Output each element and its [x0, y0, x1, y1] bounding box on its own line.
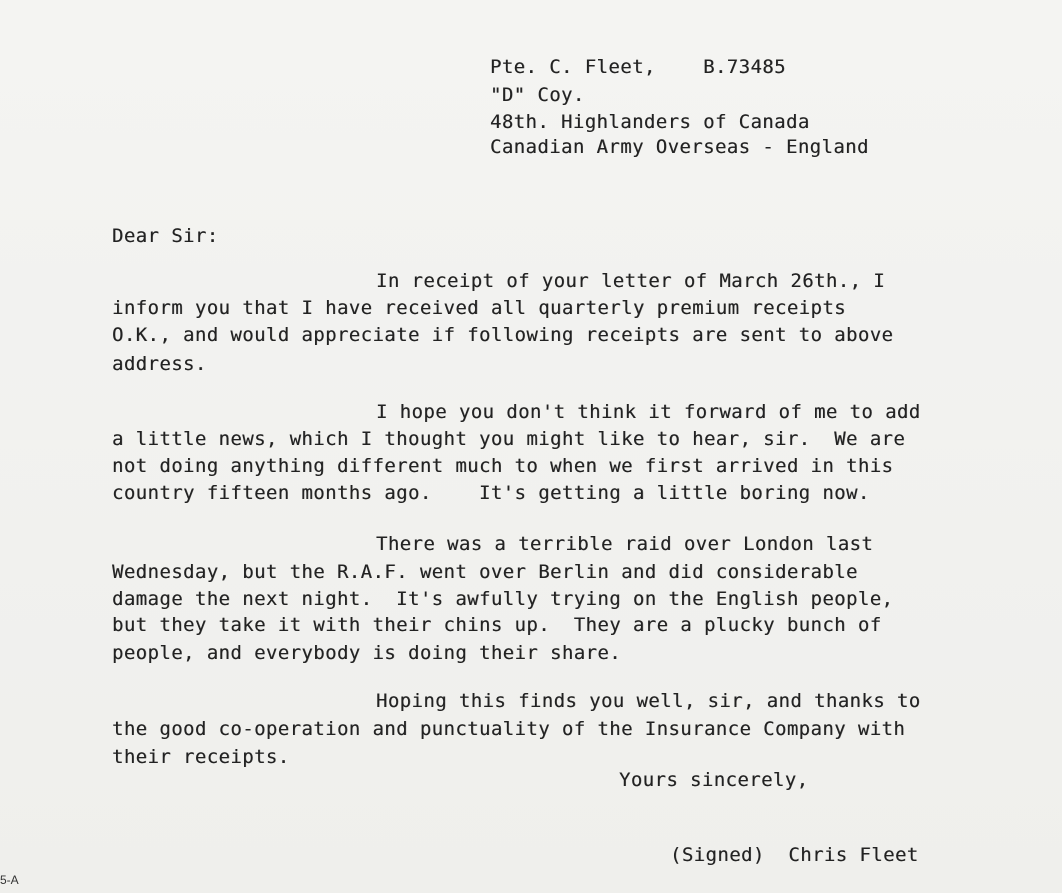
sender-name-number: Pte. C. Fleet, B.73485	[490, 56, 786, 78]
paragraph-3-line-4: but they take it with their chins up. They are a plucky bunch of	[112, 614, 882, 636]
paragraph-1-line-3: O.K., and would appreciate if following receipts are sent to above	[112, 324, 894, 346]
closing: Yours sincerely,	[619, 769, 809, 791]
paragraph-1-line-4: address.	[112, 353, 207, 375]
paragraph-2-line-2: a little news, which I thought you might like to hear, sir. We are	[112, 428, 906, 450]
sender-company: "D" Coy.	[490, 84, 585, 106]
sender-regiment: 48th. Highlanders of Canada	[490, 111, 810, 133]
paragraph-1-line-2: inform you that I have received all quarterly premium receipts	[112, 297, 847, 319]
paragraph-2-line-4: country fifteen months ago. It's getting a little boring now.	[112, 482, 870, 504]
paragraph-1-line-1: In receipt of your letter of March 26th., I	[376, 270, 886, 292]
paragraph-4-line-1: Hoping this finds you well, sir, and thanks to	[376, 690, 921, 712]
paragraph-4-line-3: their receipts.	[112, 746, 290, 768]
paragraph-3-line-1: There was a terrible raid over London last	[376, 533, 874, 555]
paragraph-3-line-2: Wednesday, but the R.A.F. went over Berlin and did considerable	[112, 561, 858, 583]
paragraph-2-line-1: I hope you don't think it forward of me to add	[376, 401, 921, 423]
signature: (Signed) Chris Fleet	[670, 844, 919, 866]
paragraph-3-line-5: people, and everybody is doing their share.	[112, 642, 622, 664]
paragraph-3-line-3: damage the next night. It's awfully trying on the English people,	[112, 588, 894, 610]
margin-code: 5-A	[0, 873, 19, 887]
paragraph-2-line-3: not doing anything different much to when we first arrived in this	[112, 455, 894, 477]
paragraph-4-line-2: the good co-operation and punctuality of the Insurance Company with	[112, 718, 906, 740]
sender-location: Canadian Army Overseas - England	[490, 136, 869, 158]
salutation: Dear Sir:	[112, 225, 219, 247]
